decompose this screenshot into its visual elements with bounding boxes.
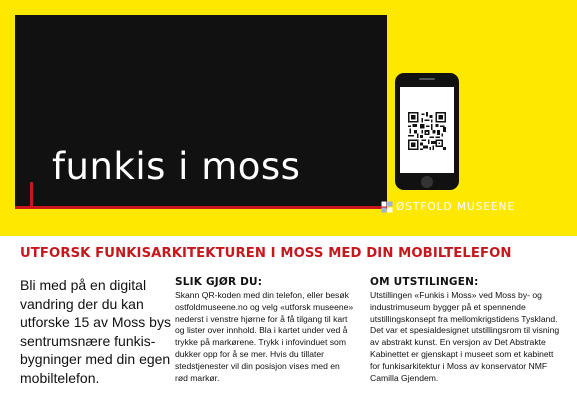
headline: UTFORSK FUNKISARKITEKTUREN I MOSS MED DIN MOBILTELEFON <box>20 246 512 261</box>
qr-code-icon[interactable] <box>408 112 446 150</box>
red-accent-stub <box>30 182 33 207</box>
intro-text: Bli med på en digital vandring der du kan utforske 15 av Moss bys sentrumsnære funkis-bygninger med din egen mobiltelefon. <box>20 277 171 386</box>
poster-title: funkis i moss <box>52 145 301 188</box>
about-heading: OM UTSTILINGEN: <box>370 276 479 288</box>
about-section <box>370 276 562 384</box>
about-body: Utstillingen «Funkis i Moss» ved Moss by- og industrimuseum bygger på et spennende utstillingskonsept fra mellomkrigstidens Tyskland. Det var et spesialdesignet utstillingsrom til visning av abstrakt kunst. En versjon av Det Abstrakte Kabinettet er gjenskapt i museet som et kabinett for funkisarkitektur i Moss av konservator NMF Camilla Gjendem. <box>370 290 560 383</box>
red-accent-line <box>15 206 387 209</box>
how-to-body: Skann QR-koden med din telefon, eller besøk ostfoldmuseene.no og velg «utforsk museene» nederst i venstre hjørne for å få tilgang til kart og lister over innhold. Bla i kartet under ved å trykke på markørene. Trykk i infovinduet som dukker opp for å se mer. Hvis du tillater stedstjenester vil din posisjon vises med en rød markør. <box>175 290 354 383</box>
phone-home-button <box>421 176 433 188</box>
museum-logo-icon <box>381 201 393 213</box>
museum-logo-text: ØSTFOLD MUSEENE <box>396 201 516 213</box>
how-to-section <box>175 276 355 384</box>
phone-screen <box>400 87 454 173</box>
phone-speaker <box>419 78 435 80</box>
how-to-heading: SLIK GJØR DU: <box>175 276 263 288</box>
museum-logo[interactable] <box>381 199 515 215</box>
smartphone-icon <box>395 73 459 190</box>
